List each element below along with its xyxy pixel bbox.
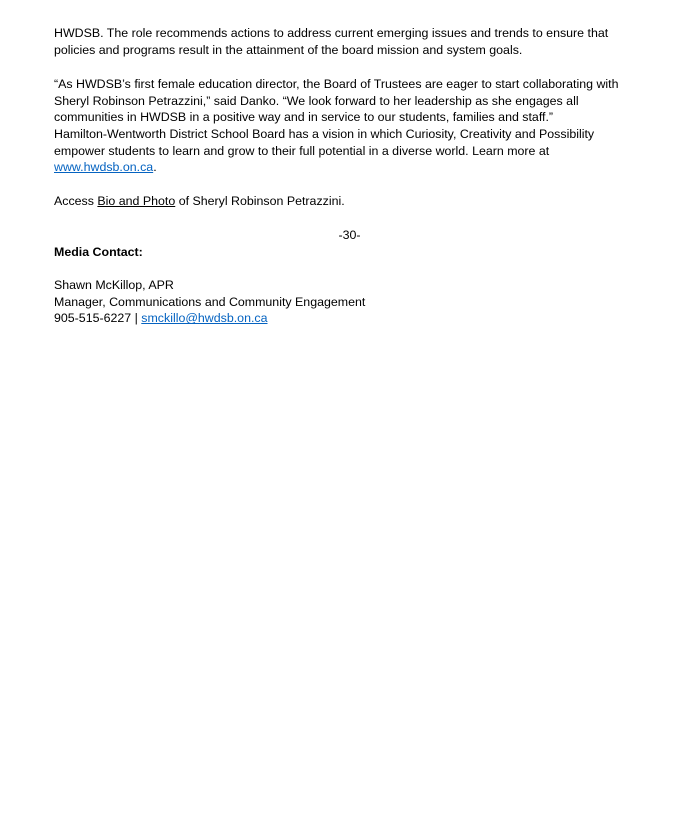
contact-phone-email-line [54, 310, 654, 327]
website-link[interactable]: www.hwdsb.on.ca [54, 160, 154, 175]
paragraph-line: communities in HWDSB in a positive way and in service to our students, families and staff.” [54, 110, 554, 125]
media-contact-details [54, 277, 654, 327]
contact-name: Shawn McKillop, APR [54, 278, 174, 292]
paragraph-line: Hamilton-Wentworth District School Board has a vision in which Curiosity, Creativity and Possibility [54, 127, 595, 142]
paragraph-quote [54, 76, 654, 176]
paragraph-line: HWDSB. The role recommends actions to address current emerging issues and trends to ensure that [54, 26, 609, 40]
access-line [54, 193, 654, 210]
paragraph-line: empower students to learn and grow to their full potential in a diverse world. Learn more at [54, 143, 550, 158]
paragraph-line: policies and programs result in the attainment of the board mission and system goals. [54, 42, 523, 57]
paragraph-line: “As HWDSB’s first female education director, the Board of Trustees are eager to start collaborating with [54, 77, 619, 91]
paragraph-role [54, 25, 654, 58]
bio-and-photo-link[interactable]: Bio and Photo [97, 194, 176, 208]
contact-email-link[interactable]: smckillo@hwdsb.on.ca [141, 311, 268, 326]
paragraph-line-website [54, 159, 654, 176]
end-of-release-mark: -30- [338, 228, 361, 242]
media-contact-heading: Media Contact: [54, 245, 143, 259]
media-contact-heading-block [54, 244, 654, 261]
access-prefix: Access [54, 194, 98, 208]
access-suffix: of Sheryl Robinson Petrazzini. [175, 194, 345, 208]
access-bio-line [54, 193, 654, 210]
contact-phone: 905-515-6227 [54, 311, 132, 326]
paragraph-line: Sheryl Robinson Petrazzini,” said Danko. “We look forward to her leadership as she engages all [54, 93, 579, 108]
contact-separator: | [131, 311, 142, 326]
website-trailing-period: . [153, 160, 157, 175]
contact-title: Manager, Communications and Community Engagement [54, 294, 366, 309]
